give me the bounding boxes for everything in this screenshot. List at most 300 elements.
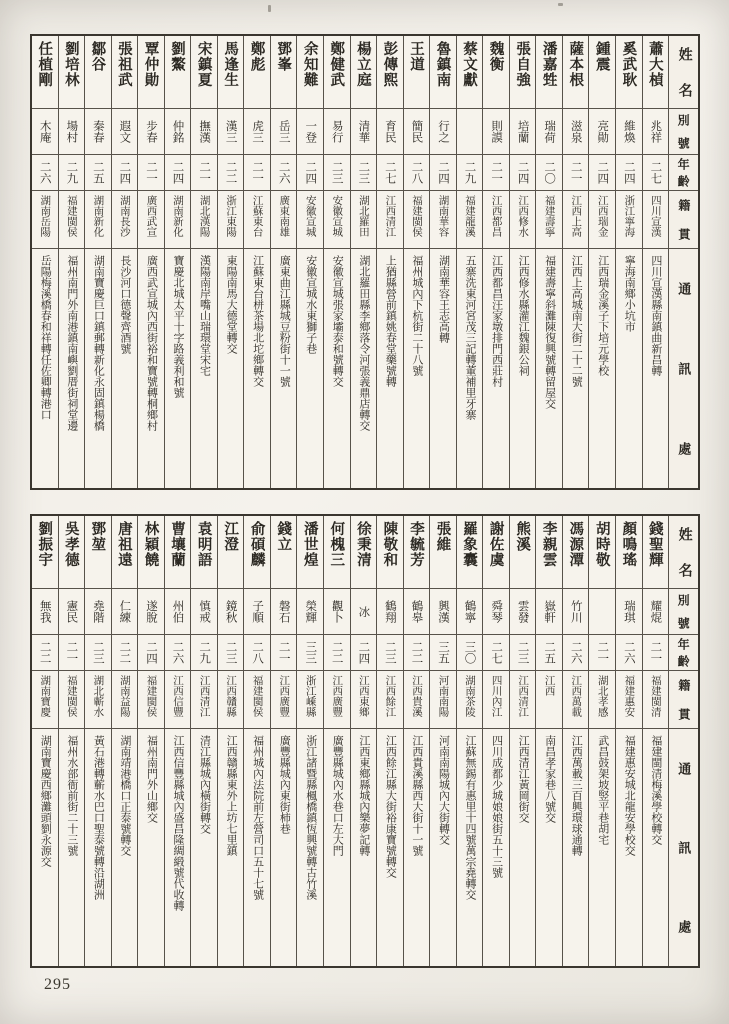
age-cell: 二六 [32,154,58,190]
name-cell: 林穎饒 [142,521,159,568]
person-column [243,516,270,966]
alias-cell: 觀卜 [324,588,350,634]
person-column [296,516,323,966]
header-native: 籍 貫 [669,190,698,248]
person-column [562,516,589,966]
name-cell: 魏衡 [487,41,504,72]
person-column [588,516,615,966]
address-cell: 漢陽南岸嘴山瑞環堂宋宅 [191,248,217,488]
name-cell: 胡時敬 [593,521,610,568]
age-cell: 二五 [536,634,562,670]
age-cell: 二九 [457,154,483,190]
person-column [509,516,536,966]
native-cell: 福建閩清 [643,670,669,728]
person-column [58,36,85,488]
alias-cell: 撫漢 [191,108,217,154]
age-cell: 二四 [616,154,642,190]
age-cell: 二一 [59,634,85,670]
alias-cell: 遐文 [112,108,138,154]
native-cell: 廣西武宣 [138,190,164,248]
person-column [376,516,403,966]
address-cell: 廣東曲江縣城豆粉街十一號 [271,248,297,488]
address-cell: 江西貴溪縣西大街十一號 [404,728,430,966]
native-cell: 湖南新化 [165,190,191,248]
person-column [32,36,58,488]
address-cell: 福州城內下杭街二十八號 [404,248,430,488]
age-cell: 二二 [112,634,138,670]
person-column [350,36,377,488]
name-cell: 宋鎮夏 [195,41,212,88]
name-cell: 李毓芳 [407,521,424,568]
alias-cell: 冰 [351,588,377,634]
native-cell: 福建壽寧 [536,190,562,248]
native-cell: 江西上高 [563,190,589,248]
native-cell: 江西餘江 [377,670,403,728]
age-cell: 二八 [404,154,430,190]
address-cell: 武昌鼓架坡竪平巷胡宅 [589,728,615,966]
scan-artifact [558,3,563,6]
native-cell: 湖北蘄水 [85,670,111,728]
person-column [588,36,615,488]
alias-cell: 慎戒 [191,588,217,634]
person-column [642,516,669,966]
age-cell: 二一 [589,634,615,670]
alias-cell: 場村 [59,108,85,154]
alias-cell: 仲銘 [165,108,191,154]
age-cell: 二二 [32,634,58,670]
person-column [137,516,164,966]
name-cell: 鄧堃 [89,521,106,552]
address-cell: 福州城內法院前左營司口五十七號 [244,728,270,966]
alias-cell: 木庵 [32,108,58,154]
native-cell: 江西貴溪 [404,670,430,728]
address-cell: 江西都昌汪家墩排門西莊村 [483,248,509,488]
age-cell: 二一 [191,154,217,190]
address-cell: 四川宣漢縣南鎮曲新昌轉 [643,248,669,488]
alias-cell: 漢三 [218,108,244,154]
name-cell: 馮源潭 [567,521,584,568]
age-cell: 二一 [271,634,297,670]
age-cell: 二三 [377,634,403,670]
address-cell: 湖南華容王志高轉 [430,248,456,488]
name-cell: 俞碩麟 [248,521,265,568]
alias-cell: 鶴翔 [377,588,403,634]
native-cell: 湖南岳陽 [32,190,58,248]
age-cell: 二一 [138,154,164,190]
name-cell: 錢立 [275,521,292,552]
person-column [456,36,483,488]
age-cell: 二四 [297,154,323,190]
person-column [615,36,642,488]
age-cell: 三五 [430,634,456,670]
address-cell: 湖南寶慶西鄉灘頭劉永源交 [32,728,58,966]
person-column [562,36,589,488]
alias-cell: 耀焜 [643,588,669,634]
person-column [217,516,244,966]
name-cell: 何槐三 [328,521,345,568]
alias-cell: 岳三 [271,108,297,154]
age-cell: 二二 [218,154,244,190]
alias-cell: 鶴寧 [457,588,483,634]
age-cell: 二一 [244,154,270,190]
name-cell: 唐祖遠 [115,521,132,568]
age-cell: 二四 [165,154,191,190]
native-cell: 湖南益陽 [112,670,138,728]
name-cell: 馬逢生 [222,41,239,88]
header-address: 通 訊 處 [669,728,698,966]
person-column [482,516,509,966]
age-cell: 二七 [377,154,403,190]
address-cell: 福州南門外山鄉交 [138,728,164,966]
native-cell: 江西萬載 [563,670,589,728]
native-cell: 湖南新化 [85,190,111,248]
roster-table-bottom [30,514,700,968]
age-cell: 三三 [297,634,323,670]
name-cell: 鄭彪 [248,41,265,72]
name-cell: 吳孝德 [62,521,79,568]
alias-cell: 遂脫 [138,588,164,634]
address-cell: 江西清江黃岡街交 [510,728,536,966]
address-cell: 江西修水縣灌江魏銀公祠 [510,248,536,488]
name-cell: 謝佐虞 [487,521,504,568]
native-cell: 浙江寧海 [616,190,642,248]
alias-cell: 易行 [324,108,350,154]
age-cell: 二六 [616,634,642,670]
address-cell: 岳陽梅溪橋春和祥轉任佐卿轉港口 [32,248,58,488]
address-cell: 江西東鄉縣城內樂夢記轉 [351,728,377,966]
name-cell: 鍾震 [593,41,610,72]
address-cell: 上猶縣營前鎮姚春堂藥號轉 [377,248,403,488]
age-cell: 二四 [510,154,536,190]
name-cell: 李親雲 [540,521,557,568]
address-cell: 黃石港轉蘄水巴口聖泰號轉沿湖洲 [85,728,111,966]
age-cell: 二一 [483,154,509,190]
page-number: 295 [44,976,71,993]
alias-cell: 磐石 [271,588,297,634]
header-age: 年 齡 [669,634,698,670]
alias-cell: 仁練 [112,588,138,634]
address-cell: 福建閩清梅溪學校轉交 [643,728,669,966]
native-cell: 湖南長沙 [112,190,138,248]
age-cell: 二二 [404,634,430,670]
person-column [323,516,350,966]
header-column [668,516,698,966]
address-cell: 湖南靖港橋口正泰號轉交 [112,728,138,966]
alias-cell: 無我 [32,588,58,634]
person-column [429,36,456,488]
alias-cell: 步春 [138,108,164,154]
name-cell: 魯鎮南 [434,41,451,88]
age-cell: 二五 [85,154,111,190]
age-cell: 三〇 [457,634,483,670]
name-cell: 蔡文獻 [461,41,478,88]
address-cell: 江西瑞金溪子下培元學校 [589,248,615,488]
alias-cell: 舜琴 [483,588,509,634]
name-cell: 任植剛 [36,41,53,88]
name-cell: 鄭健武 [328,41,345,88]
person-column [243,36,270,488]
age-cell: 二六 [563,634,589,670]
address-cell: 江西餘江縣大街裕康寶號轉交 [377,728,403,966]
age-cell: 二六 [165,634,191,670]
age-cell: 二四 [430,154,456,190]
person-column [509,36,536,488]
header-alias: 別 號 [669,108,698,154]
address-cell: 五寨洗東河宮茂三記轉董補里牙寨 [457,248,483,488]
alias-cell: 瑞琪 [616,588,642,634]
name-cell: 劉培林 [62,41,79,88]
roster-table-top [30,34,700,490]
address-cell: 寶慶北城太平十字路義利和號 [165,248,191,488]
age-cell: 二九 [59,154,85,190]
person-column [84,36,111,488]
header-address: 通 訊 處 [669,248,698,488]
header-name: 姓 名 [676,46,692,98]
native-cell: 江西信豐 [165,670,191,728]
alias-cell: 興漢 [430,588,456,634]
name-cell: 錢聖輝 [646,521,663,568]
person-column [482,36,509,488]
name-cell: 袁明語 [195,521,212,568]
native-cell: 湖南寶慶 [32,670,58,728]
age-cell: 二六 [271,154,297,190]
native-cell: 浙江東陽 [218,190,244,248]
address-cell: 長沙河口德聲齊酒號 [112,248,138,488]
alias-cell: 竹川 [563,588,589,634]
alias-cell: 清華 [351,108,377,154]
person-column [615,516,642,966]
person-column [535,516,562,966]
address-cell: 河南南陽城內大街轉交 [430,728,456,966]
address-cell: 江西贛縣東外上坊七里鎮 [218,728,244,966]
person-column [137,36,164,488]
alias-cell: 亮勛 [589,108,615,154]
alias-cell: 堯階 [85,588,111,634]
person-column [323,36,350,488]
person-column [164,36,191,488]
age-cell: 二二 [324,634,350,670]
native-cell: 江西修水 [510,190,536,248]
native-cell: 江西瑞金 [589,190,615,248]
address-cell: 浙江諸暨縣楓橋鎮恆興號轉古竹溪 [297,728,323,966]
person-column [535,36,562,488]
person-column [84,516,111,966]
person-column [429,516,456,966]
native-cell: 湖南華容 [430,190,456,248]
alias-cell: 子順 [244,588,270,634]
age-cell: 二八 [244,634,270,670]
address-cell: 安徽宣城張家壩泰和號轉交 [324,248,350,488]
age-cell: 二三 [324,154,350,190]
address-cell: 江西萬載三百興環球通轉 [563,728,589,966]
native-cell: 福建閩侯 [59,670,85,728]
native-cell: 福建閩侯 [244,670,270,728]
name-cell: 江澄 [222,521,239,552]
address-cell: 福州南門外南港鎮南嶼劉厝街祠堂邊 [59,248,85,488]
alias-cell: 簡民 [404,108,430,154]
alias-cell: 維煥 [616,108,642,154]
alias-cell: 鶴皋 [404,588,430,634]
address-cell: 江西上高城南大街二十二號 [563,248,589,488]
native-cell: 福建龍溪 [457,190,483,248]
name-cell: 張祖武 [115,41,132,88]
native-cell: 福建閩侯 [138,670,164,728]
age-cell: 二四 [589,154,615,190]
native-cell: 江西清江 [191,670,217,728]
address-cell: 寧海南鄉小坑市 [616,248,642,488]
native-cell: 安徽宣城 [324,190,350,248]
name-cell: 王道 [407,41,424,72]
age-cell: 二九 [191,634,217,670]
address-cell: 清江縣城內橫街轉交 [191,728,217,966]
name-cell: 羅象囊 [461,521,478,568]
person-column [217,36,244,488]
name-cell: 鄧峯 [275,41,292,72]
native-cell: 江蘇東台 [244,190,270,248]
native-cell: 湖北漢陽 [191,190,217,248]
person-column [111,516,138,966]
name-cell: 曹壤蘭 [169,521,186,568]
name-cell: 彭傳熙 [381,41,398,88]
alias-cell: 則謨 [483,108,509,154]
name-cell: 劉振宇 [36,521,53,568]
name-cell: 陳敬和 [381,521,398,568]
native-cell: 江西都昌 [483,190,509,248]
person-column [376,36,403,488]
alias-cell: 秦春 [85,108,111,154]
name-cell: 熊溪 [514,521,531,552]
person-column [32,516,58,966]
person-column [403,36,430,488]
age-cell: 二〇 [536,154,562,190]
person-column [456,516,483,966]
alias-cell: 州伯 [165,588,191,634]
address-cell: 安徽宣城水東獅子巷 [297,248,323,488]
alias-cell [457,108,483,154]
native-cell: 福建惠安 [616,670,642,728]
native-cell: 河南南陽 [430,670,456,728]
name-cell: 奚武耿 [620,41,637,88]
name-cell: 劉鰲 [169,41,186,72]
person-column [164,516,191,966]
name-cell: 張維 [434,521,451,552]
age-cell: 二三 [351,154,377,190]
person-column [642,36,669,488]
native-cell: 湖北羅田 [351,190,377,248]
person-column [350,516,377,966]
native-cell: 廣東南雄 [271,190,297,248]
name-cell: 潘世煌 [301,521,318,568]
name-cell: 覃仲勛 [142,41,159,88]
address-cell: 東陽南馬大德堂轉交 [218,248,244,488]
person-column [190,516,217,966]
native-cell: 江西東鄉 [351,670,377,728]
address-cell: 廣西武宣城內西街裕和寶號轉桐鄉村 [138,248,164,488]
age-cell: 二七 [643,154,669,190]
name-cell: 蕭大楨 [646,41,663,88]
name-cell: 張自強 [514,41,531,88]
address-cell: 四川成都少城娘娘街五十三號 [483,728,509,966]
native-cell: 江西廣豐 [271,670,297,728]
alias-cell: 雲發 [510,588,536,634]
header-column [668,36,698,488]
alias-cell: 培蘭 [510,108,536,154]
alias-cell: 憲民 [59,588,85,634]
person-column [111,36,138,488]
age-cell: 二七 [483,634,509,670]
name-cell: 鄒谷 [89,41,106,72]
address-cell: 湖北羅田縣李鄉落令河張義鼎店轉交 [351,248,377,488]
person-column [190,36,217,488]
native-cell: 浙江嵊縣 [297,670,323,728]
native-cell: 福建閩侯 [404,190,430,248]
alias-cell: 一登 [297,108,323,154]
native-cell: 江西清江 [510,670,536,728]
age-cell: 二四 [351,634,377,670]
age-cell: 二一 [563,154,589,190]
address-cell: 廣豐縣城內水巷口左大門 [324,728,350,966]
native-cell: 湖南茶陵 [457,670,483,728]
native-cell: 四川宣漢 [643,190,669,248]
person-column [296,36,323,488]
header-name: 姓 名 [676,526,692,578]
address-cell: 福建壽寧斜灘陳復興號轉留屋交 [536,248,562,488]
scan-artifact [268,5,271,12]
header-age: 年 齡 [669,154,698,190]
native-cell: 江西廣豐 [324,670,350,728]
age-cell: 二四 [138,634,164,670]
address-cell: 江西信豐縣城內盛昌隆綢緞號代收轉 [165,728,191,966]
person-column [270,516,297,966]
address-cell: 江蘇東台栟茶場北坨鄉轉交 [244,248,270,488]
age-cell: 二三 [85,634,111,670]
header-alias: 別 號 [669,588,698,634]
name-cell: 顏鳴瑤 [620,521,637,568]
address-cell: 江蘇無錫有惠里十四號萬宗堯轉交 [457,728,483,966]
person-column [403,516,430,966]
native-cell: 四川內江 [483,670,509,728]
age-cell: 二三 [510,634,536,670]
age-cell: 二三 [218,634,244,670]
alias-cell [589,588,615,634]
native-cell: 江西贛縣 [218,670,244,728]
alias-cell: 行之 [430,108,456,154]
address-cell: 廣豐縣城內東街柿巷 [271,728,297,966]
name-cell: 潘嘉甡 [540,41,557,88]
address-cell: 福建惠安城北龍安學校交 [616,728,642,966]
alias-cell: 榮輝 [297,588,323,634]
name-cell: 余知難 [301,41,318,88]
alias-cell: 育民 [377,108,403,154]
native-cell: 安徽宣城 [297,190,323,248]
name-cell: 薩本根 [567,41,584,88]
address-cell: 福州水部衙前街二十三號 [59,728,85,966]
alias-cell: 兆祥 [643,108,669,154]
native-cell: 江西清江 [377,190,403,248]
name-cell: 楊立庭 [354,41,371,88]
alias-cell: 滋泉 [563,108,589,154]
alias-cell: 鏡秋 [218,588,244,634]
native-cell: 江西 [536,670,562,728]
age-cell: 二一 [643,634,669,670]
native-cell: 湖北孝感 [589,670,615,728]
person-column [58,516,85,966]
alias-cell: 嶽軒 [536,588,562,634]
address-cell: 湖南寶慶巨口鎮郵轉新化永固鎮楊橋 [85,248,111,488]
alias-cell: 瑞荷 [536,108,562,154]
name-cell: 徐秉清 [354,521,371,568]
native-cell: 福建閩侯 [59,190,85,248]
